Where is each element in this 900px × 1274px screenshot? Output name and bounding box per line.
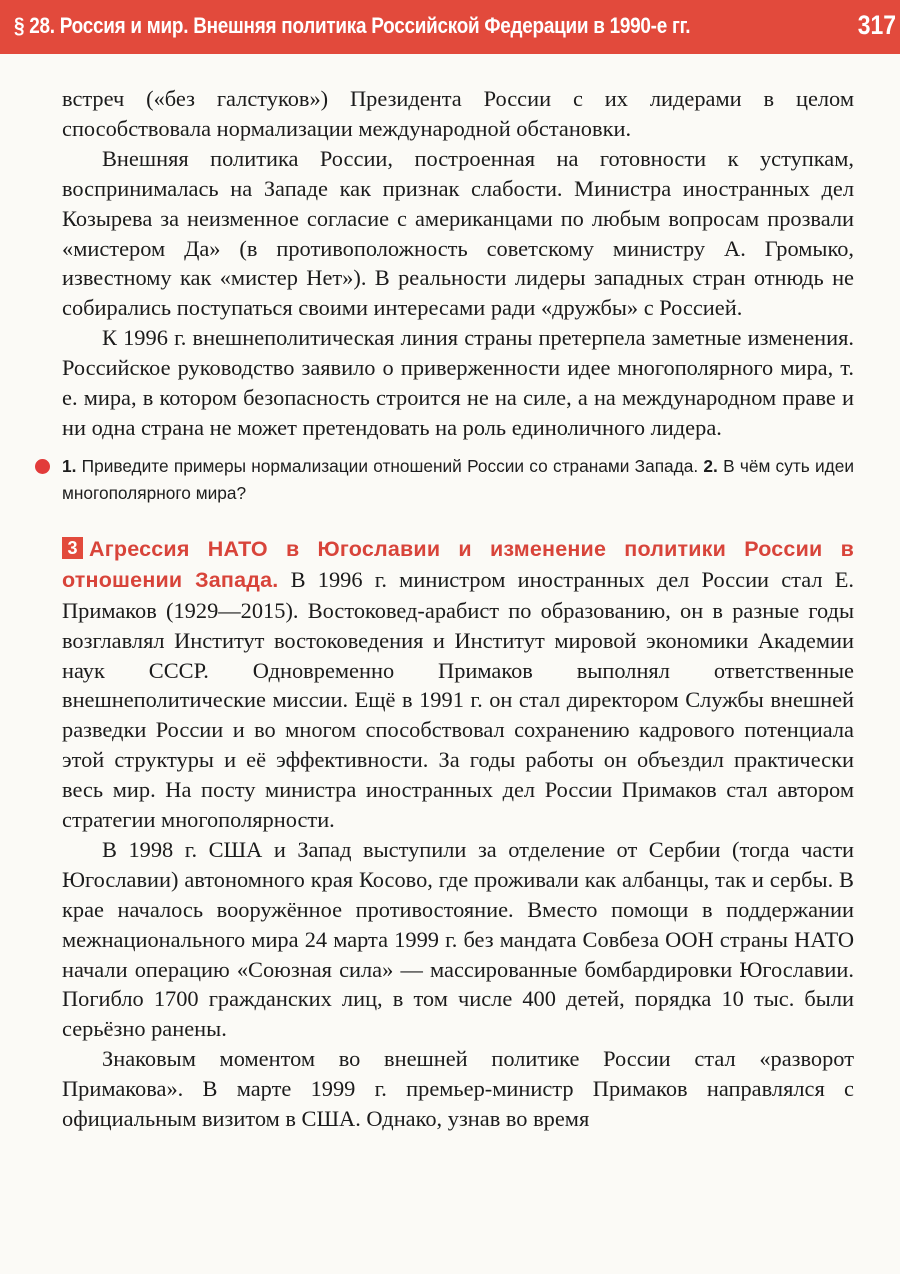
section-number-badge: 3 (62, 537, 83, 559)
question-2-number: 2. (703, 455, 718, 476)
question-1-text: Приведите примеры нормализации отношений России со странами Запада. (76, 455, 704, 476)
paragraph-kosovo: В 1998 г. США и Запад выступили за отделение от Сербии (тогда части Югославии) автономного края Косово, где проживали как албанцы, так и сербы. В крае началось вооружённое противостояние. Вместо помощи в поддержании межнационального мира 24 марта 1999 г. без мандата Совбеза ООН страны НАТО начали операцию «Союзная сила» — массированные бомбардировки Югославии. Погибло 1700 гражданских лиц, в том числе 400 детей, порядка 10 тыс. были серьёзно ранены. (62, 836, 854, 1042)
page-header (0, 0, 900, 54)
section-heading: Агрессия НАТО в Югославии и изменение политики России в отношении Запада. (62, 536, 854, 592)
question-2-text: В чём суть идеи многополярного мира? (62, 455, 854, 504)
paragraph-kozyrev: Внешняя политика России, построенная на готовности к уступкам, воспринималась на Западе как признак слабости. Министра иностранных дел Козырева за неизменное согласие с американцами по любым вопросам прозвали «мистером Да» (в противоположность советскому министру А. Громыко, известному как «мистер Нет»). В реальности лидеры западных стран отнюдь не собирались поступаться своими интересами ради «дружбы» с Россией. (62, 145, 854, 321)
section-text: В 1996 г. министром иностранных дел России стал Е. Примаков (1929—2015). Востоковед-арабист по образованию, он в разные годы возглавлял Институт востоковедения и Институт мировой экономики Академии наук СССР. Одновременно Примаков выполнял ответственные внешнеполитические миссии. Ещё в 1991 г. он стал директором Службы внешней разведки России и во многом способствовал сохранению кадрового потенциала этой структуры и её эффективности. За годы работы он объездил практически весь мир. На посту министра иностранных дел России Примаков стал автором стратегии многополярности. (62, 566, 854, 833)
chapter-title: § 28. Россия и мир. Внешняя политика Российской Федерации в 1990-е гг. (14, 13, 691, 38)
paragraph-multipolar: К 1996 г. внешнеполитическая линия страны претерпела заметные изменения. Российское руководство заявило о приверженности идее многополярного мира, т. е. мира, в котором безопасность строится не на силе, а на международном праве и ни одна страна не может претендовать на роль единоличного лидера. (62, 325, 854, 440)
paragraph-primakov-turn: Знаковым моментом во внешней политике России стал «разворот Примакова». В марте 1999 г. премьер-министр Примаков направлялся с официальным визитом в США. Однако, узнав во время (62, 1046, 854, 1132)
section-3-paragraph (62, 534, 854, 835)
page-number: 317 (857, 10, 896, 40)
page-body (62, 84, 854, 1134)
paragraph-continuation: встреч («без галстуков») Президента России с их лидерами в целом способствовала нормализации международной обстановки. (62, 86, 854, 141)
question-1-number: 1. (62, 455, 77, 476)
review-questions (62, 453, 854, 508)
question-bullet-icon (35, 459, 50, 474)
